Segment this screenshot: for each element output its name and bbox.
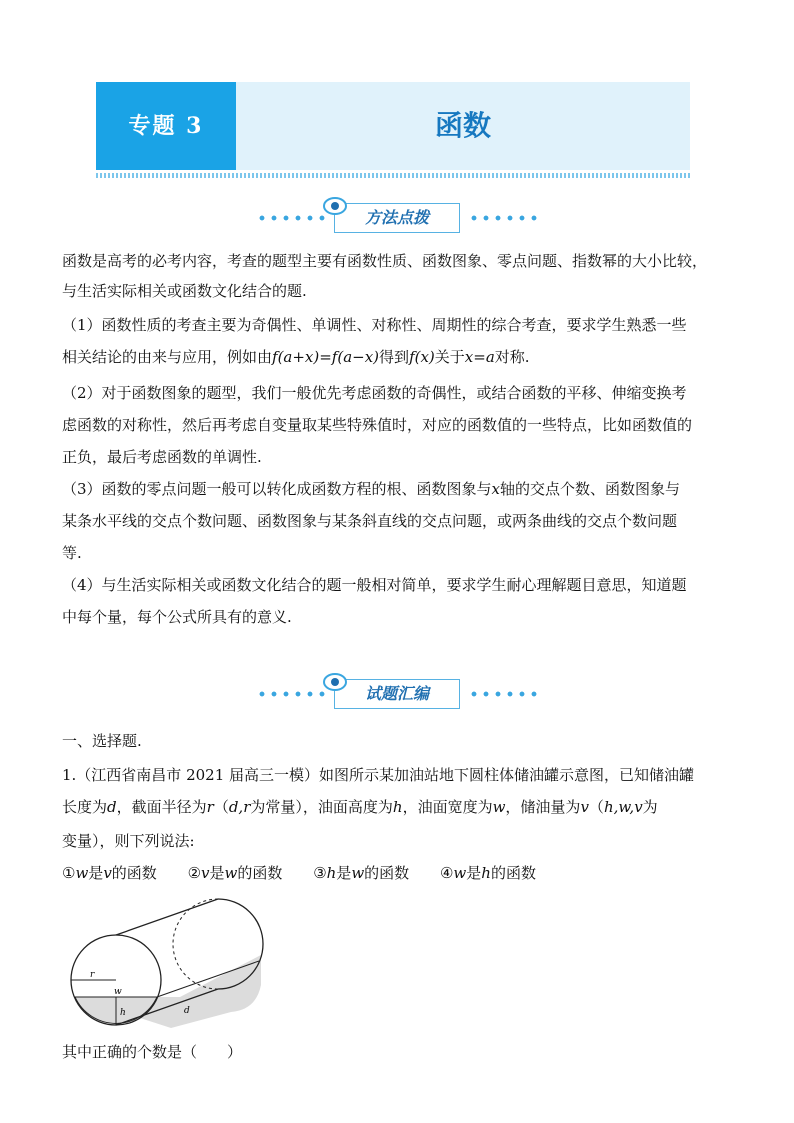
formula: x=a bbox=[464, 348, 495, 366]
badge-dots-left bbox=[256, 215, 326, 221]
eye-icon bbox=[322, 672, 348, 692]
variable: h bbox=[326, 864, 337, 882]
label-h: h bbox=[120, 1008, 126, 1018]
intro-line: 函数是高考的必考内容，考查的题型主要有函数性质、函数图象、零点问题、指数幂的大小比较， bbox=[62, 252, 708, 270]
intro-line: 与生活实际相关或函数文化结合的题. bbox=[62, 282, 307, 300]
question-1-line bbox=[62, 792, 738, 822]
text: 是 bbox=[209, 864, 225, 882]
intro-line: 中每个量，每个公式所具有的意义. bbox=[62, 608, 292, 626]
text: 为 bbox=[642, 798, 658, 816]
variable: h bbox=[481, 864, 491, 882]
text: 是 bbox=[336, 864, 352, 882]
intro-line: （2）对于函数图象的题型，我们一般优先考虑函数的奇偶性，或结合函数的平移、伸缩变换考 bbox=[62, 384, 687, 402]
variable: v bbox=[201, 864, 210, 882]
intro-line: 某条水平线的交点个数问题、函数图象与某条斜直线的交点问题，或两条曲线的交点个数问题 bbox=[62, 512, 678, 530]
option-2 bbox=[188, 864, 283, 882]
intro-line: 正负，最后考虑函数的单调性. bbox=[62, 448, 262, 466]
intro-line: （1）函数性质的考查主要为奇偶性、单调性、对称性、周期性的综合考查，要求学生熟悉一些 bbox=[62, 316, 687, 334]
topic-title: 函数 bbox=[236, 82, 690, 170]
variable: x bbox=[491, 480, 501, 498]
text: ，截面半径为 bbox=[116, 798, 207, 816]
intro-line-with-var bbox=[62, 474, 738, 504]
oil-tank-diagram bbox=[66, 895, 266, 1035]
variable: w bbox=[453, 864, 467, 882]
text: 得到 bbox=[379, 348, 410, 366]
text: 的函数 bbox=[111, 864, 157, 882]
intro-line: （4）与生活实际相关或函数文化结合的题一般相对简单，要求学生耐心理解题目意思，知道题 bbox=[62, 576, 687, 594]
eye-icon bbox=[322, 196, 348, 216]
section-badge-questions bbox=[256, 679, 536, 709]
variable: w bbox=[75, 864, 89, 882]
text: （ bbox=[213, 798, 229, 816]
variable: r bbox=[206, 798, 214, 816]
intro-line-with-formula bbox=[62, 342, 738, 372]
variable: v bbox=[580, 798, 589, 816]
option-marker: ③ bbox=[313, 864, 327, 882]
variable: d,r bbox=[228, 798, 251, 816]
variable: h,w,v bbox=[603, 798, 643, 816]
formula: f(a+x)=f(a−x) bbox=[272, 348, 380, 366]
text: 为常量），油面高度为 bbox=[250, 798, 393, 816]
option-marker: ④ bbox=[439, 864, 454, 882]
formula: f(x) bbox=[409, 348, 435, 366]
text: ，油面宽度为 bbox=[402, 798, 493, 816]
text: 轴的交点个数、函数图象与 bbox=[500, 480, 681, 498]
option-3 bbox=[313, 864, 409, 882]
text: 对称. bbox=[494, 348, 530, 366]
text: 的函数 bbox=[364, 864, 410, 882]
label-w: w bbox=[114, 987, 122, 997]
question-1-line: 变量），则下列说法: bbox=[62, 832, 195, 850]
option-marker: ② bbox=[187, 864, 202, 882]
label-r: r bbox=[90, 970, 95, 980]
topic-header bbox=[96, 82, 690, 170]
variable: h bbox=[392, 798, 403, 816]
text: 的函数 bbox=[237, 864, 283, 882]
section-title-method: 方法点拨 bbox=[334, 203, 460, 233]
badge-dots-right bbox=[468, 691, 538, 697]
variable: w bbox=[492, 798, 506, 816]
text: 是 bbox=[466, 864, 482, 882]
question-type-heading: 一、选择题. bbox=[62, 732, 142, 750]
top-tangent bbox=[116, 899, 218, 935]
intro-line: 虑函数的对称性，然后再考虑自变量取某些特殊值时，对应的函数值的一些特点，比如函数值的 bbox=[62, 416, 693, 434]
header-divider bbox=[96, 173, 690, 178]
text: 的函数 bbox=[490, 864, 536, 882]
question-1-options bbox=[62, 858, 738, 888]
section-badge-method bbox=[256, 203, 536, 233]
text: （3）函数的零点问题一般可以转化成函数方程的根、函数图象与 bbox=[62, 480, 492, 498]
topic-number-label: 专题 3 bbox=[96, 82, 236, 170]
variable: v bbox=[103, 864, 112, 882]
text: ，储油量为 bbox=[505, 798, 581, 816]
text: （ bbox=[588, 798, 604, 816]
section-title-questions: 试题汇编 bbox=[334, 679, 460, 709]
badge-dots-left bbox=[256, 691, 326, 697]
text: 相关结论的由来与应用，例如由 bbox=[62, 348, 273, 366]
badge-dots-right bbox=[468, 215, 538, 221]
text: 关于 bbox=[434, 348, 465, 366]
variable: w bbox=[224, 864, 238, 882]
question-1-line: 1.（江西省南昌市 2021 届高三一模）如图所示某加油站地下圆柱体储油罐示意图，已知储油罐 bbox=[62, 766, 695, 784]
option-4 bbox=[440, 864, 536, 882]
variable: w bbox=[351, 864, 365, 882]
question-1-ask: 其中正确的个数是（ ） bbox=[62, 1043, 243, 1061]
option-marker: ① bbox=[62, 864, 76, 882]
label-d: d bbox=[184, 1006, 190, 1016]
text: 是 bbox=[88, 864, 104, 882]
intro-line: 等. bbox=[62, 544, 82, 562]
option-1 bbox=[62, 864, 157, 882]
variable: d bbox=[107, 798, 117, 816]
text: 长度为 bbox=[62, 798, 108, 816]
